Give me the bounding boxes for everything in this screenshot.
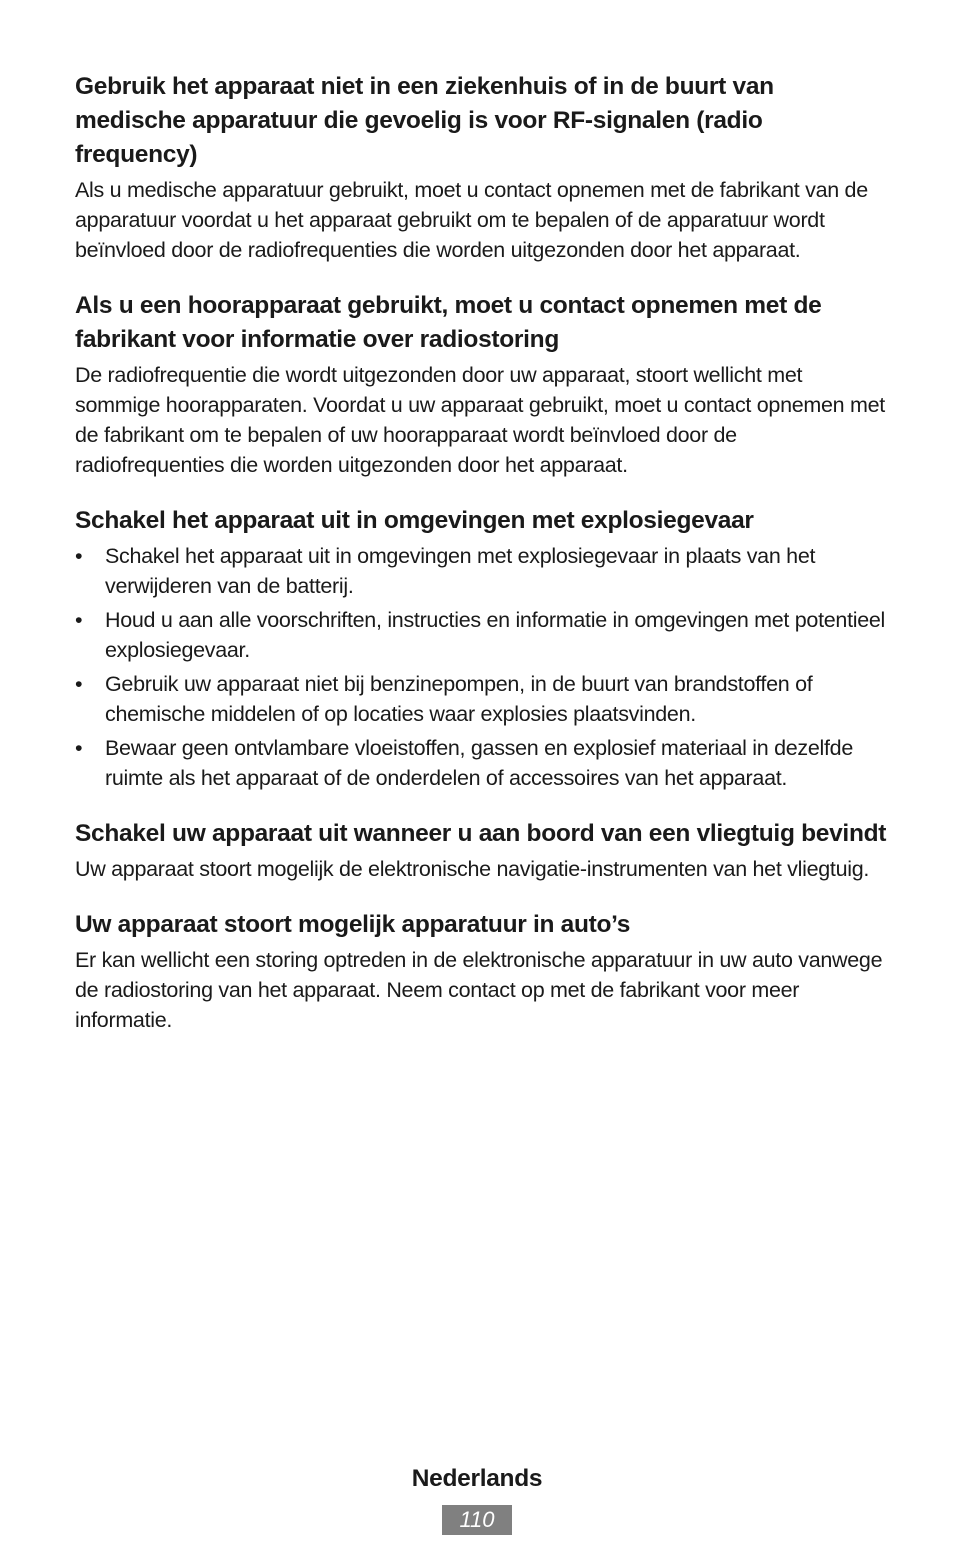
section-heading: Gebruik het apparaat niet in een ziekenhuis of in de buurt van medische apparatuur die gevoelig is voor RF-signalen (radio frequency): [75, 73, 774, 168]
section-heading: Schakel het apparaat uit in omgevingen met explosiegevaar: [75, 507, 754, 534]
page-number-badge: 110: [442, 1505, 512, 1535]
section-heading: Als u een hoorapparaat gebruikt, moet u contact opnemen met de fabrikant voor informatie over radiostoring: [75, 292, 822, 353]
section-explosive-environments: [75, 504, 887, 793]
bullet-icon: •: [75, 672, 83, 696]
section-body: De radiofrequentie die wordt uitgezonden door uw apparaat, stoort wellicht met sommige hoorapparaten. Voordat u uw apparaat gebruikt, moet u contact opnemen met de fabrikant om te bepalen of uw hoorapparaat wordt beïnvloed door de radiofrequenties die worden uitgezonden door het apparaat.: [75, 363, 885, 477]
section-heading: Uw apparaat stoort mogelijk apparatuur in auto’s: [75, 911, 631, 938]
list-item: [75, 669, 887, 729]
list-item: [75, 605, 887, 665]
list-item-text: Bewaar geen ontvlambare vloeistoffen, gassen en explosief materiaal in dezelfde ruimte als het apparaat of de onderdelen of accessoires van het apparaat.: [105, 736, 853, 790]
section-heading: Schakel uw apparaat uit wanneer u aan boord van een vliegtuig bevindt: [75, 820, 887, 847]
list-item: [75, 733, 887, 793]
bullet-icon: •: [75, 544, 83, 568]
list-item-text: Gebruik uw apparaat niet bij benzinepompen, in de buurt van brandstoffen of chemische middelen of op locaties waar explosies plaatsvinden.: [105, 672, 813, 726]
footer-language: Nederlands: [411, 1465, 543, 1492]
bullet-list: [75, 541, 887, 793]
list-item-text: Schakel het apparaat uit in omgevingen met explosiegevaar in plaats van het verwijderen van de batterij.: [105, 544, 816, 598]
bullet-icon: •: [75, 608, 83, 632]
section-body: Uw apparaat stoort mogelijk de elektronische navigatie-instrumenten van het vliegtuig.: [75, 857, 870, 881]
bullet-icon: •: [75, 736, 83, 760]
section-hearing-aid: [75, 289, 887, 480]
section-body: Als u medische apparatuur gebruikt, moet u contact opnemen met de fabrikant van de apparatuur voordat u het apparaat gebruikt om te bepalen of de apparatuur wordt beïnvloed door de radiofrequenties die worden uitgezonden door het apparaat.: [75, 178, 868, 262]
section-body: Er kan wellicht een storing optreden in de elektronische apparatuur in uw auto vanwege de radiostoring van het apparaat. Neem contact op met de fabrikant voor meer informatie.: [75, 948, 883, 1032]
list-item: [75, 541, 887, 601]
section-medical-equipment: [75, 70, 887, 265]
section-cars: [75, 908, 887, 1035]
list-item-text: Houd u aan alle voorschriften, instructies en informatie in omgevingen met potentieel explosiegevaar.: [105, 608, 886, 662]
section-airplane: [75, 817, 887, 884]
document-content: [75, 70, 887, 1059]
